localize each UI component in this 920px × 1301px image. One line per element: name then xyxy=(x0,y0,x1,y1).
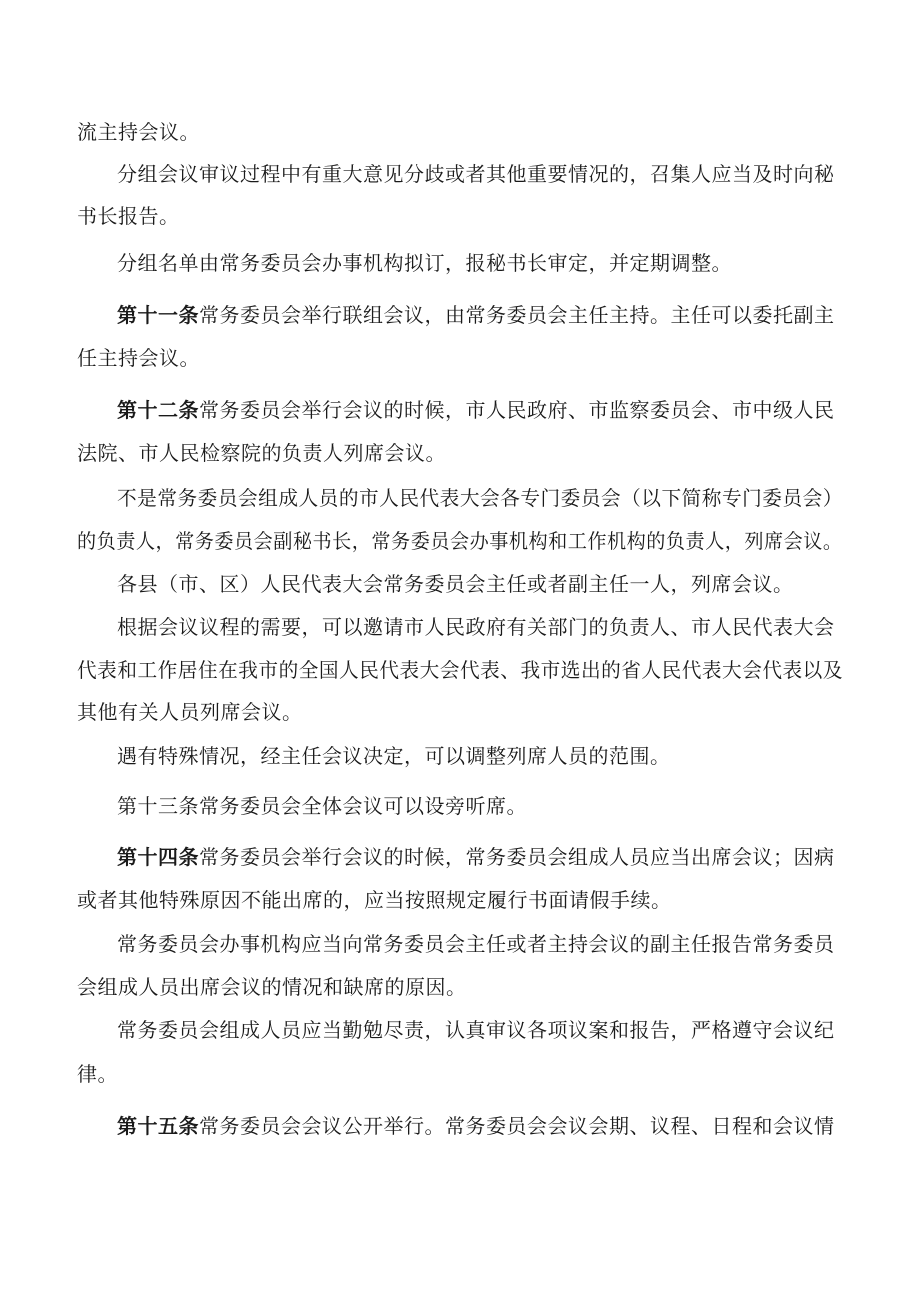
article-number: 第十二条 xyxy=(117,398,199,422)
article-13-line: 第十三条常务委员会全体会议可以设旁听席。 xyxy=(117,794,527,818)
text-line: 法院、市人民检察院的负责人列席会议。 xyxy=(77,441,446,465)
text-line: 的负责人，常务委员会副秘书长，常务委员会办事机构和工作机构的负责人，列席会议。 xyxy=(77,529,843,553)
article-12-line: 第十二条常务委员会举行会议的时候，市人民政府、市监察委员会、市中级人民 xyxy=(117,398,835,422)
text-line: 流主持会议。 xyxy=(77,120,200,144)
text-line: 会组成人员出席会议的情况和缺席的原因。 xyxy=(77,975,467,999)
article-14-line: 第十四条常务委员会举行会议的时候，常务委员会组成人员应当出席会议；因病 xyxy=(117,845,835,869)
text-line: 或者其他特殊原因不能出席的，应当按照规定履行书面请假手续。 xyxy=(77,888,672,912)
text-line: 其他有关人员列席会议。 xyxy=(77,700,303,724)
text-line: 常务委员会办事机构应当向常务委员会主任或者主持会议的副主任报告常务委员 xyxy=(117,932,835,956)
text-line: 分组名单由常务委员会办事机构拟订，报秘书长审定，并定期调整。 xyxy=(117,251,732,275)
text-line: 代表和工作居住在我市的全国人民代表大会代表、我市选出的省人民代表大会代表以及 xyxy=(77,658,843,682)
article-15-line: 第十五条常务委员会会议公开举行。常务委员会会议会期、议程、日程和会议情 xyxy=(117,1114,835,1138)
text-line: 律。 xyxy=(77,1062,118,1086)
text-line: 常务委员会组成人员应当勤勉尽责，认真审议各项议案和报告，严格遵守会议纪 xyxy=(117,1018,835,1042)
text-line: 书长报告。 xyxy=(77,204,180,228)
article-number: 第十五条 xyxy=(117,1114,199,1138)
text-line: 任主持会议。 xyxy=(77,346,200,370)
text-line: 遇有特殊情况，经主任会议决定，可以调整列席人员的范围。 xyxy=(117,744,671,768)
text-line: 根据会议议程的需要，可以邀请市人民政府有关部门的负责人、市人民代表大会 xyxy=(117,615,835,639)
text-line: 分组会议审议过程中有重大意见分歧或者其他重要情况的，召集人应当及时向秘 xyxy=(117,162,835,186)
article-number: 第十一条 xyxy=(117,303,199,327)
text-line: 不是常务委员会组成人员的市人民代表大会各专门委员会（以下简称专门委员会） xyxy=(117,486,843,510)
text-line: 各县（市、区）人民代表大会常务委员会主任或者副主任一人，列席会议。 xyxy=(117,572,794,596)
article-number: 第十四条 xyxy=(117,845,199,869)
article-11-line: 第十一条常务委员会举行联组会议，由常务委员会主任主持。主任可以委托副主 xyxy=(117,303,835,327)
